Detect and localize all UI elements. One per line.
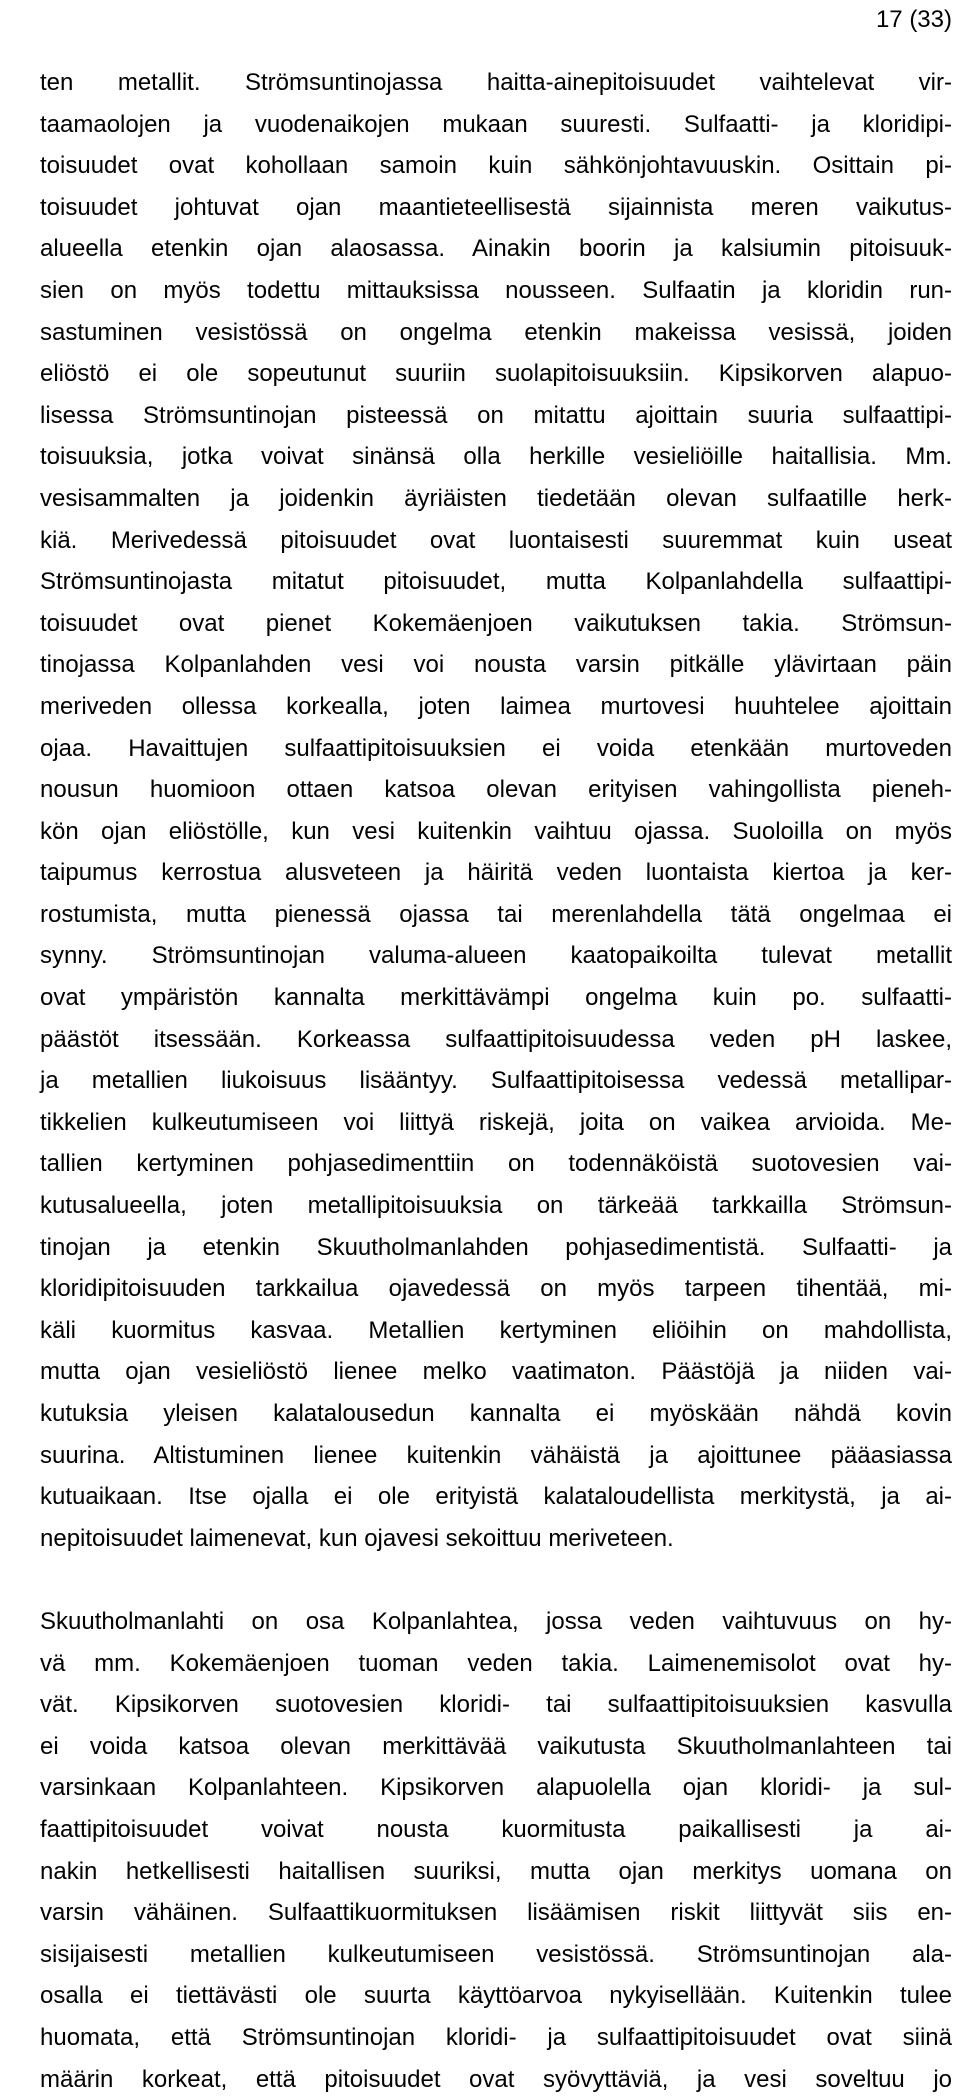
text-line: tikkelien kulkeutumiseen voi liittyä riskejä, joita on vaikea arvioida. Me- [40,1102,952,1144]
paragraph [40,1601,952,2100]
text-line: tallien kertyminen pohjasedimenttiin on todennäköistä suotovesien vai- [40,1143,952,1185]
text-line: kiä. Merivedessä pitoisuudet ovat luontaisesti suuremmat kuin useat [40,520,952,562]
text-line: osalla ei tiettävästi ole suurta käyttöarvoa nykyisellään. Kuitenkin tulee [40,1975,952,2017]
text-line: päästöt itsessään. Korkeassa sulfaattipitoisuudessa veden pH laskee, [40,1019,952,1061]
text-line: sastuminen vesistössä on ongelma etenkin makeissa vesissä, joiden [40,312,952,354]
text-line: kloridipitoisuuden tarkkailua ojavedessä on myös tarpeen tihentää, mi- [40,1268,952,1310]
text-line: toisuuksia, jotka voivat sinänsä olla herkille vesieliöille haitallisia. Mm. [40,436,952,478]
text-line: Skuutholmanlahti on osa Kolpanlahtea, jossa veden vaihtuvuus on hy- [40,1601,952,1643]
text-line: faattipitoisuudet voivat nousta kuormitusta paikallisesti ja ai- [40,1809,952,1851]
text-line: toisuudet ovat pienet Kokemäenjoen vaikutuksen takia. Strömsun- [40,603,952,645]
text-line: toisuudet johtuvat ojan maantieteellisestä sijainnista meren vaikutus- [40,187,952,229]
text-line: taipumus kerrostua alusveteen ja häiritä veden luontaista kiertoa ja ker- [40,852,952,894]
text-line: Strömsuntinojasta mitatut pitoisuudet, mutta Kolpanlahdella sulfaattipi- [40,561,952,603]
body-text [40,62,952,2100]
text-line: kutuaikaan. Itse ojalla ei ole erityistä kalataloudellista merkitystä, ja ai- [40,1476,952,1518]
text-line: vesisammalten ja joidenkin äyriäisten tiedetään olevan sulfaatille herk- [40,478,952,520]
text-line: tinojan ja etenkin Skuutholmanlahden pohjasedimentistä. Sulfaatti- ja [40,1227,952,1269]
text-line: ei voida katsoa olevan merkittävää vaikutusta Skuutholmanlahteen tai [40,1726,952,1768]
text-line: kön ojan eliöstölle, kun vesi kuitenkin vaihtuu ojassa. Suoloilla on myös [40,811,952,853]
text-line: eliöstö ei ole sopeutunut suuriin suolapitoisuuksiin. Kipsikorven alapuo- [40,353,952,395]
text-line: alueella etenkin ojan alaosassa. Ainakin boorin ja kalsiumin pitoisuuk- [40,228,952,270]
text-line: vät. Kipsikorven suotovesien kloridi- tai sulfaattipitoisuuksien kasvulla [40,1684,952,1726]
text-line: ten metallit. Strömsuntinojassa haitta-ainepitoisuudet vaihtelevat vir- [40,62,952,104]
text-line: kutuksia yleisen kalatalousedun kannalta ei myöskään nähdä kovin [40,1393,952,1435]
text-line: suurina. Altistuminen lienee kuitenkin vähäistä ja ajoittunee pääasiassa [40,1435,952,1477]
text-line: sien on myös todettu mittauksissa nousseen. Sulfaatin ja kloridin run- [40,270,952,312]
text-line: ojaa. Havaittujen sulfaattipitoisuuksien ei voida etenkään murtoveden [40,728,952,770]
text-line: meriveden ollessa korkealla, joten laimea murtovesi huuhtelee ajoittain [40,686,952,728]
text-line: tinojassa Kolpanlahden vesi voi nousta varsin pitkälle ylävirtaan päin [40,644,952,686]
text-line: nepitoisuudet laimenevat, kun ojavesi sekoittuu meriveteen. [40,1518,952,1560]
text-line: varsinkaan Kolpanlahteen. Kipsikorven alapuolella ojan kloridi- ja sul- [40,1767,952,1809]
text-line: mutta ojan vesieliöstö lienee melko vaatimaton. Päästöjä ja niiden vai- [40,1351,952,1393]
paragraph-spacer [40,1559,952,1601]
text-line: määrin korkeat, että pitoisuudet ovat syövyttäviä, ja vesi soveltuu jo [40,2059,952,2100]
text-line: huomata, että Strömsuntinojan kloridi- ja sulfaattipitoisuudet ovat siinä [40,2017,952,2059]
text-line: ja metallien liukoisuus lisääntyy. Sulfaattipitoisessa vedessä metallipar- [40,1060,952,1102]
text-line: synny. Strömsuntinojan valuma-alueen kaatopaikoilta tulevat metallit [40,935,952,977]
text-line: kutusalueella, joten metallipitoisuuksia on tärkeää tarkkailla Strömsun- [40,1185,952,1227]
text-line: toisuudet ovat kohollaan samoin kuin sähkönjohtavuuskin. Osittain pi- [40,145,952,187]
text-line: lisessa Strömsuntinojan pisteessä on mitattu ajoittain suuria sulfaattipi- [40,395,952,437]
text-line: nousun huomioon ottaen katsoa olevan erityisen vahingollista pieneh- [40,769,952,811]
text-line: käli kuormitus kasvaa. Metallien kertyminen eliöihin on mahdollista, [40,1310,952,1352]
text-line: taamaolojen ja vuodenaikojen mukaan suuresti. Sulfaatti- ja kloridipi- [40,104,952,146]
page-number: 17 (33) [876,4,952,36]
text-line: rostumista, mutta pienessä ojassa tai merenlahdella tätä ongelmaa ei [40,894,952,936]
text-line: ovat ympäristön kannalta merkittävämpi ongelma kuin po. sulfaatti- [40,977,952,1019]
paragraph [40,62,952,1559]
text-line: varsin vähäinen. Sulfaattikuormituksen lisäämisen riskit liittyvät siis en- [40,1892,952,1934]
text-line: sisijaisesti metallien kulkeutumiseen vesistössä. Strömsuntinojan ala- [40,1934,952,1976]
text-line: vä mm. Kokemäenjoen tuoman veden takia. Laimenemisolot ovat hy- [40,1643,952,1685]
text-line: nakin hetkellisesti haitallisen suuriksi, mutta ojan merkitys uomana on [40,1851,952,1893]
